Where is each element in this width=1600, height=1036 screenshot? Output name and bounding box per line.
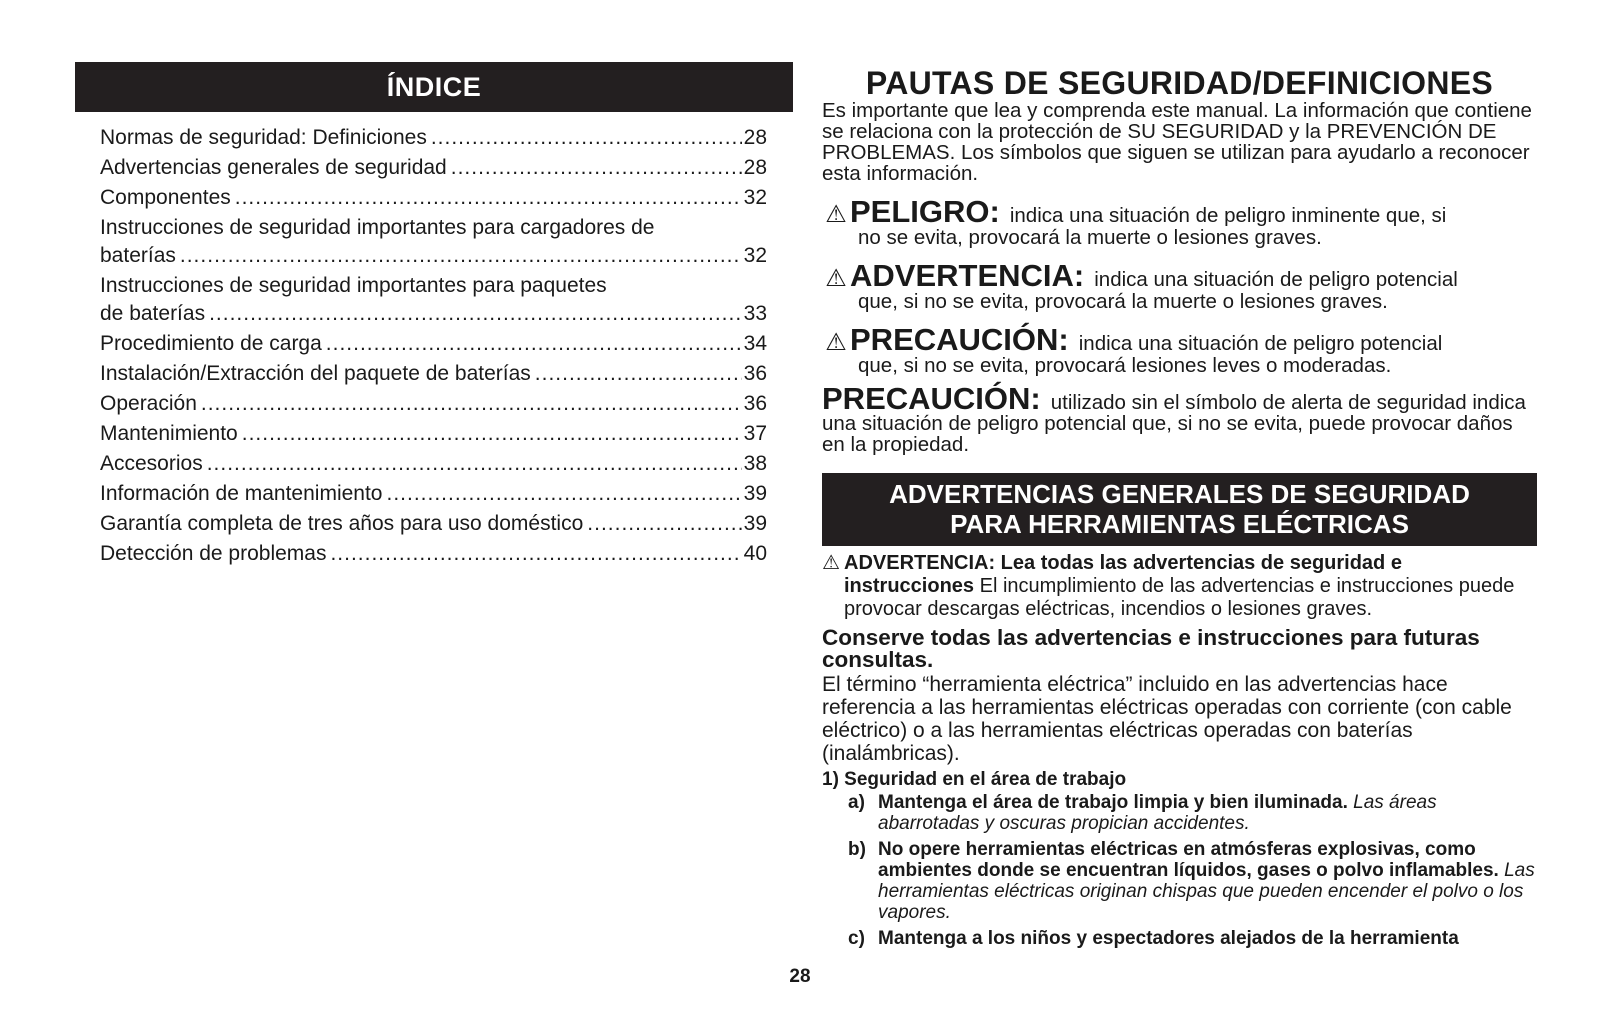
work-area-safety-title: 1) Seguridad en el área de trabajo bbox=[822, 769, 1127, 790]
toc-entry-title: Componentes bbox=[100, 186, 231, 209]
toc-entry-title: baterías bbox=[100, 244, 176, 267]
warning-text: El incumplimiento de las advertencias e instrucciones puede provocar descargas eléctricas, incendios o lesiones graves. bbox=[844, 575, 1515, 620]
toc-leader-dots bbox=[431, 124, 742, 152]
general-warning-block bbox=[822, 552, 1537, 621]
safety-title: PAUTAS DE SEGURIDAD/DEFINICIONES bbox=[865, 65, 1494, 101]
toc-leader-dots bbox=[207, 450, 742, 478]
item-bold-text: Mantenga el área de trabajo limpia y bien iluminada. bbox=[878, 792, 1348, 813]
safety-section bbox=[822, 66, 1537, 954]
toc-entry-page: 37 bbox=[743, 422, 767, 445]
toc-entry-page: 28 bbox=[743, 126, 767, 149]
toc-leader-dots bbox=[330, 540, 741, 568]
table-of-contents bbox=[75, 62, 793, 570]
toc-entry[interactable] bbox=[100, 330, 767, 358]
toc-entry-page: 39 bbox=[743, 512, 767, 535]
keep-instructions-note: Conserve todas las advertencias e instrucciones para futuras consultas. bbox=[822, 625, 1480, 672]
toc-entry-title: Normas de seguridad: Definiciones bbox=[100, 126, 427, 149]
definition-text-cont: que, si no se evita, provocará la muerte o lesiones graves. bbox=[858, 290, 1388, 313]
definition-precaucion bbox=[822, 324, 1537, 376]
toc-entry-title: Información de mantenimiento bbox=[100, 482, 383, 505]
definition-peligro bbox=[822, 196, 1537, 248]
item-label: a) bbox=[848, 792, 865, 813]
toc-entry[interactable] bbox=[100, 184, 767, 212]
toc-entry-page: 28 bbox=[743, 156, 767, 179]
toc-list bbox=[100, 124, 767, 568]
toc-leader-dots bbox=[387, 480, 742, 508]
warning-triangle-icon: ⚠ bbox=[825, 265, 847, 292]
toc-entry-page: 39 bbox=[743, 482, 767, 505]
toc-entry[interactable] bbox=[100, 420, 767, 448]
definition-text: indica una situación de peligro inminente que, si bbox=[1009, 204, 1447, 227]
warning-triangle-icon: ⚠ bbox=[825, 201, 847, 228]
toc-entry-title: Instalación/Extracción del paquete de baterías bbox=[100, 362, 531, 385]
toc-entry-page: 36 bbox=[743, 362, 767, 385]
definition-text: indica una situación de peligro potencial bbox=[1078, 332, 1443, 355]
toc-entry[interactable] bbox=[100, 390, 767, 418]
warning-lead-cont: instrucciones bbox=[844, 575, 975, 597]
toc-entry[interactable] bbox=[100, 154, 767, 182]
item-label: b) bbox=[848, 839, 866, 860]
toc-entry[interactable] bbox=[100, 124, 767, 152]
toc-leader-dots bbox=[326, 330, 742, 358]
toc-entry[interactable] bbox=[100, 540, 767, 568]
toc-leader-dots bbox=[535, 360, 742, 388]
toc-entry[interactable] bbox=[100, 510, 767, 538]
toc-entry-title: Procedimiento de carga bbox=[100, 332, 322, 355]
definition-term: PELIGRO: bbox=[850, 194, 1000, 229]
toc-leader-dots bbox=[587, 510, 741, 538]
item-bold-text: Mantenga a los niños y espectadores alejados de la herramienta bbox=[878, 928, 1459, 949]
header-line: PARA HERRAMIENTAS ELÉCTRICAS bbox=[950, 509, 1409, 539]
definition-text: utilizado sin el símbolo de alerta de seguridad indica una situación de peligro potencial que, si no se evita, puede provocar daños en la propiedad. bbox=[822, 391, 1526, 456]
warning-triangle-icon: ⚠ bbox=[825, 329, 847, 356]
item-italic-text: Las áreas abarrotadas y oscuras propician accidentes. bbox=[878, 792, 1437, 834]
list-item bbox=[822, 792, 1537, 834]
general-warnings-header bbox=[822, 473, 1537, 546]
item-label: c) bbox=[848, 928, 865, 949]
toc-entry-page: 40 bbox=[743, 542, 767, 565]
list-item bbox=[822, 928, 1537, 949]
toc-entry[interactable] bbox=[100, 480, 767, 508]
item-italic-text: Las herramientas eléctricas originan chispas que pueden encender el polvo o los vapores. bbox=[878, 860, 1535, 923]
toc-entry[interactable] bbox=[100, 450, 767, 478]
power-tool-term-paragraph: El término “herramienta eléctrica” incluido en las advertencias hace referencia a las herramientas eléctricas operadas con corriente (con cable eléctrico) o a las herramientas eléctricas operadas con baterías (inalámbricas). bbox=[822, 673, 1512, 765]
toc-leader-dots bbox=[201, 390, 742, 418]
definition-term: PRECAUCIÓN: bbox=[822, 381, 1041, 416]
toc-entry-title: Instrucciones de seguridad importantes para paquetes bbox=[100, 274, 607, 297]
warning-triangle-icon: ⚠ bbox=[822, 552, 840, 574]
toc-entry-page: 32 bbox=[743, 244, 767, 267]
list-item bbox=[822, 839, 1537, 923]
toc-entry-title: Advertencias generales de seguridad bbox=[100, 156, 447, 179]
safety-intro: Es importante que lea y comprenda este manual. La información que contiene se relaciona con la protección de SU SEGURIDAD y la PREVENCIÓN DE PROBLEMAS. Los símbolos que siguen se utilizan para ayudarlo a reconocer esta información. bbox=[822, 99, 1532, 185]
toc-entry[interactable] bbox=[100, 272, 767, 328]
toc-entry-title: Detección de problemas bbox=[100, 542, 327, 565]
toc-entry-title: Mantenimiento bbox=[100, 422, 238, 445]
definition-text-cont: no se evita, provocará la muerte o lesiones graves. bbox=[858, 226, 1322, 249]
toc-entry-title: Garantía completa de tres años para uso doméstico bbox=[100, 512, 584, 535]
toc-entry-page: 34 bbox=[743, 332, 767, 355]
toc-entry-title: de baterías bbox=[100, 302, 206, 325]
toc-entry-page: 32 bbox=[743, 186, 767, 209]
toc-leader-dots bbox=[235, 184, 742, 212]
toc-entry-title: Operación bbox=[100, 392, 197, 415]
definition-precaucion-plain bbox=[822, 381, 1537, 456]
toc-header: ÍNDICE bbox=[75, 62, 793, 112]
definition-text: indica una situación de peligro potencial bbox=[1094, 268, 1458, 291]
toc-leader-dots bbox=[209, 300, 742, 328]
toc-entry-title: Accesorios bbox=[100, 452, 203, 475]
toc-entry-title: Instrucciones de seguridad importantes para cargadores de bbox=[100, 216, 655, 239]
toc-entry-page: 38 bbox=[743, 452, 767, 475]
header-line: ADVERTENCIAS GENERALES DE SEGURIDAD bbox=[889, 479, 1470, 509]
toc-entry[interactable] bbox=[100, 214, 767, 270]
definition-advertencia bbox=[822, 260, 1537, 312]
item-bold-text: No opere herramientas eléctricas en atmósferas explosivas, como ambientes donde se encuentran líquidos, gases o polvo inflamables. bbox=[878, 839, 1499, 881]
toc-entry[interactable] bbox=[100, 360, 767, 388]
toc-leader-dots bbox=[242, 420, 742, 448]
definition-term: PRECAUCIÓN: bbox=[850, 322, 1069, 357]
warning-lead: ADVERTENCIA: Lea todas las advertencias de seguridad e bbox=[844, 552, 1402, 574]
toc-entry-page: 33 bbox=[743, 302, 767, 325]
toc-leader-dots bbox=[180, 242, 742, 270]
page-number: 28 bbox=[789, 966, 811, 987]
toc-leader-dots bbox=[451, 154, 742, 182]
toc-entry-page: 36 bbox=[743, 392, 767, 415]
definition-term: ADVERTENCIA: bbox=[850, 258, 1085, 293]
work-area-items bbox=[822, 792, 1537, 949]
definition-text-cont: que, si no se evita, provocará lesiones leves o moderadas. bbox=[858, 354, 1392, 377]
